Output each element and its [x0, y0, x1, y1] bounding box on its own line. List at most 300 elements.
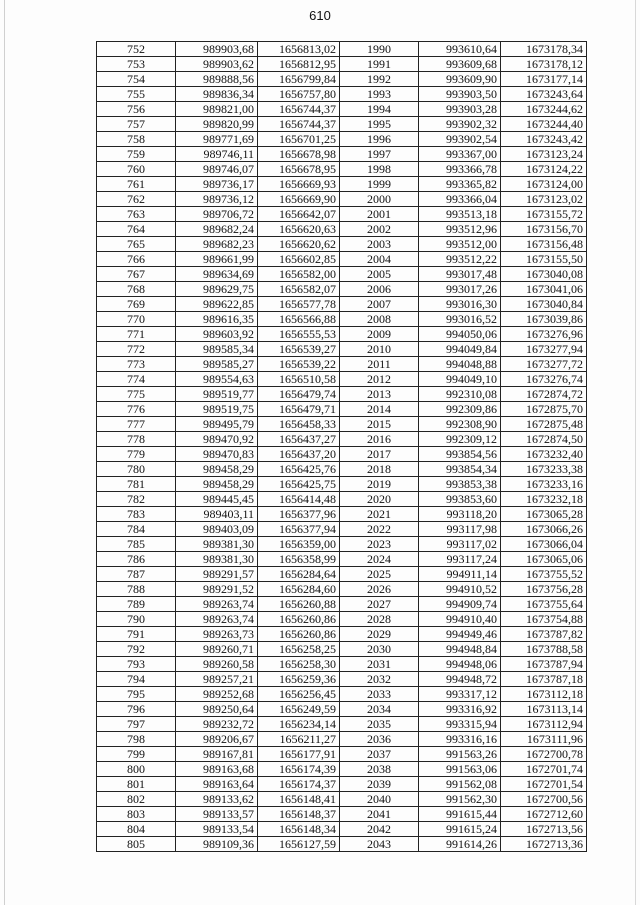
point-number-cell: 764: [97, 222, 176, 237]
point-number-cell: 2034: [340, 702, 419, 717]
x-coordinate-cell: 993903,28: [419, 102, 501, 117]
x-coordinate-cell: 994948,72: [419, 672, 501, 687]
x-coordinate-cell: 994948,84: [419, 642, 501, 657]
y-coordinate-cell: 1656358,99: [258, 552, 340, 567]
table-row: [97, 402, 587, 417]
coordinates-table-body: [97, 42, 587, 852]
x-coordinate-cell: 989820,99: [176, 117, 258, 132]
y-coordinate-cell: 1673276,96: [501, 327, 587, 342]
x-coordinate-cell: 991615,24: [419, 822, 501, 837]
y-coordinate-cell: 1673277,72: [501, 357, 587, 372]
point-number-cell: 785: [97, 537, 176, 552]
point-number-cell: 774: [97, 372, 176, 387]
x-coordinate-cell: 989260,58: [176, 657, 258, 672]
x-coordinate-cell: 989903,62: [176, 57, 258, 72]
point-number-cell: 2006: [340, 282, 419, 297]
x-coordinate-cell: 994909,74: [419, 597, 501, 612]
y-coordinate-cell: 1673233,38: [501, 462, 587, 477]
y-coordinate-cell: 1673039,86: [501, 312, 587, 327]
point-number-cell: 2030: [340, 642, 419, 657]
y-coordinate-cell: 1656799,84: [258, 72, 340, 87]
point-number-cell: 786: [97, 552, 176, 567]
point-number-cell: 796: [97, 702, 176, 717]
point-number-cell: 773: [97, 357, 176, 372]
point-number-cell: 2016: [340, 432, 419, 447]
x-coordinate-cell: 993854,56: [419, 447, 501, 462]
point-number-cell: 2041: [340, 807, 419, 822]
table-row: [97, 567, 587, 582]
y-coordinate-cell: 1656148,41: [258, 792, 340, 807]
x-coordinate-cell: 989585,34: [176, 342, 258, 357]
table-row: [97, 522, 587, 537]
table-row: [97, 207, 587, 222]
x-coordinate-cell: 989622,85: [176, 297, 258, 312]
x-coordinate-cell: 991563,26: [419, 747, 501, 762]
x-coordinate-cell: 989554,63: [176, 372, 258, 387]
x-coordinate-cell: 994050,06: [419, 327, 501, 342]
y-coordinate-cell: 1673232,18: [501, 492, 587, 507]
point-number-cell: 757: [97, 117, 176, 132]
y-coordinate-cell: 1673124,00: [501, 177, 587, 192]
x-coordinate-cell: 989109,36: [176, 837, 258, 852]
point-number-cell: 770: [97, 312, 176, 327]
x-coordinate-cell: 989252,68: [176, 687, 258, 702]
point-number-cell: 767: [97, 267, 176, 282]
y-coordinate-cell: 1673178,12: [501, 57, 587, 72]
y-coordinate-cell: 1656425,76: [258, 462, 340, 477]
y-coordinate-cell: 1656148,37: [258, 807, 340, 822]
y-coordinate-cell: 1656437,20: [258, 447, 340, 462]
point-number-cell: 2024: [340, 552, 419, 567]
x-coordinate-cell: 991615,44: [419, 807, 501, 822]
point-number-cell: 2001: [340, 207, 419, 222]
x-coordinate-cell: 989232,72: [176, 717, 258, 732]
point-number-cell: 765: [97, 237, 176, 252]
point-number-cell: 2009: [340, 327, 419, 342]
x-coordinate-cell: 993117,24: [419, 552, 501, 567]
table-row: [97, 822, 587, 837]
x-coordinate-cell: 989706,72: [176, 207, 258, 222]
x-coordinate-cell: 991562,08: [419, 777, 501, 792]
point-number-cell: 772: [97, 342, 176, 357]
y-coordinate-cell: 1673756,28: [501, 582, 587, 597]
point-number-cell: 762: [97, 192, 176, 207]
x-coordinate-cell: 989682,23: [176, 237, 258, 252]
point-number-cell: 803: [97, 807, 176, 822]
point-number-cell: 755: [97, 87, 176, 102]
point-number-cell: 1991: [340, 57, 419, 72]
point-number-cell: 798: [97, 732, 176, 747]
y-coordinate-cell: 1656577,78: [258, 297, 340, 312]
table-row: [97, 777, 587, 792]
point-number-cell: 2035: [340, 717, 419, 732]
point-number-cell: 783: [97, 507, 176, 522]
point-number-cell: 2015: [340, 417, 419, 432]
x-coordinate-cell: 989836,34: [176, 87, 258, 102]
x-coordinate-cell: 989163,68: [176, 762, 258, 777]
point-number-cell: 2029: [340, 627, 419, 642]
x-coordinate-cell: 993017,26: [419, 282, 501, 297]
y-coordinate-cell: 1656377,94: [258, 522, 340, 537]
table-row: [97, 267, 587, 282]
table-row: [97, 762, 587, 777]
y-coordinate-cell: 1673232,40: [501, 447, 587, 462]
x-coordinate-cell: 993903,50: [419, 87, 501, 102]
y-coordinate-cell: 1656678,95: [258, 162, 340, 177]
x-coordinate-cell: 989260,71: [176, 642, 258, 657]
x-coordinate-cell: 989291,57: [176, 567, 258, 582]
table-row: [97, 102, 587, 117]
x-coordinate-cell: 993017,48: [419, 267, 501, 282]
table-row: [97, 477, 587, 492]
y-coordinate-cell: 1656437,27: [258, 432, 340, 447]
point-number-cell: 784: [97, 522, 176, 537]
x-coordinate-cell: 993317,12: [419, 687, 501, 702]
point-number-cell: 789: [97, 597, 176, 612]
y-coordinate-cell: 1656620,63: [258, 222, 340, 237]
table-row: [97, 162, 587, 177]
x-coordinate-cell: 989746,07: [176, 162, 258, 177]
point-number-cell: 753: [97, 57, 176, 72]
table-row: [97, 537, 587, 552]
table-row: [97, 57, 587, 72]
x-coordinate-cell: 992310,08: [419, 387, 501, 402]
table-row: [97, 192, 587, 207]
y-coordinate-cell: 1673178,34: [501, 42, 587, 57]
x-coordinate-cell: 993315,94: [419, 717, 501, 732]
y-coordinate-cell: 1656744,37: [258, 117, 340, 132]
table-row: [97, 507, 587, 522]
x-coordinate-cell: 989458,29: [176, 477, 258, 492]
point-number-cell: 756: [97, 102, 176, 117]
table-row: [97, 147, 587, 162]
table-row: [97, 177, 587, 192]
y-coordinate-cell: 1673755,64: [501, 597, 587, 612]
table-row: [97, 552, 587, 567]
y-coordinate-cell: 1673244,62: [501, 102, 587, 117]
table-row: [97, 807, 587, 822]
table-row: [97, 387, 587, 402]
y-coordinate-cell: 1656566,88: [258, 312, 340, 327]
point-number-cell: 787: [97, 567, 176, 582]
table-row: [97, 357, 587, 372]
y-coordinate-cell: 1656602,85: [258, 252, 340, 267]
x-coordinate-cell: 989167,81: [176, 747, 258, 762]
y-coordinate-cell: 1673066,04: [501, 537, 587, 552]
x-coordinate-cell: 994910,52: [419, 582, 501, 597]
x-coordinate-cell: 989458,29: [176, 462, 258, 477]
x-coordinate-cell: 989519,77: [176, 387, 258, 402]
y-coordinate-cell: 1656812,95: [258, 57, 340, 72]
y-coordinate-cell: 1656258,25: [258, 642, 340, 657]
x-coordinate-cell: 989495,79: [176, 417, 258, 432]
point-number-cell: 2007: [340, 297, 419, 312]
table-row: [97, 222, 587, 237]
x-coordinate-cell: 993016,30: [419, 297, 501, 312]
point-number-cell: 1998: [340, 162, 419, 177]
point-number-cell: 797: [97, 717, 176, 732]
x-coordinate-cell: 993854,34: [419, 462, 501, 477]
y-coordinate-cell: 1656284,64: [258, 567, 340, 582]
x-coordinate-cell: 989616,35: [176, 312, 258, 327]
y-coordinate-cell: 1673787,94: [501, 657, 587, 672]
y-coordinate-cell: 1673787,18: [501, 672, 587, 687]
y-coordinate-cell: 1673065,28: [501, 507, 587, 522]
point-number-cell: 761: [97, 177, 176, 192]
point-number-cell: 1999: [340, 177, 419, 192]
coordinates-table: [96, 41, 587, 852]
y-coordinate-cell: 1673755,52: [501, 567, 587, 582]
x-coordinate-cell: 994049,10: [419, 372, 501, 387]
x-coordinate-cell: 989585,27: [176, 357, 258, 372]
x-coordinate-cell: 989603,92: [176, 327, 258, 342]
x-coordinate-cell: 989445,45: [176, 492, 258, 507]
point-number-cell: 2043: [340, 837, 419, 852]
x-coordinate-cell: 989903,68: [176, 42, 258, 57]
x-coordinate-cell: 994910,40: [419, 612, 501, 627]
x-coordinate-cell: 989629,75: [176, 282, 258, 297]
y-coordinate-cell: 1656211,27: [258, 732, 340, 747]
point-number-cell: 760: [97, 162, 176, 177]
x-coordinate-cell: 994948,06: [419, 657, 501, 672]
x-coordinate-cell: 992309,86: [419, 402, 501, 417]
x-coordinate-cell: 993316,16: [419, 732, 501, 747]
table-row: [97, 582, 587, 597]
y-coordinate-cell: 1673113,14: [501, 702, 587, 717]
y-coordinate-cell: 1656582,07: [258, 282, 340, 297]
x-coordinate-cell: 993853,38: [419, 477, 501, 492]
point-number-cell: 2038: [340, 762, 419, 777]
point-number-cell: 800: [97, 762, 176, 777]
point-number-cell: 2002: [340, 222, 419, 237]
y-coordinate-cell: 1656757,80: [258, 87, 340, 102]
x-coordinate-cell: 989771,69: [176, 132, 258, 147]
table-row: [97, 447, 587, 462]
y-coordinate-cell: 1673276,74: [501, 372, 587, 387]
point-number-cell: 2004: [340, 252, 419, 267]
x-coordinate-cell: 994049,84: [419, 342, 501, 357]
point-number-cell: 790: [97, 612, 176, 627]
y-coordinate-cell: 1673112,94: [501, 717, 587, 732]
y-coordinate-cell: 1656259,36: [258, 672, 340, 687]
x-coordinate-cell: 989682,24: [176, 222, 258, 237]
x-coordinate-cell: 989634,69: [176, 267, 258, 282]
x-coordinate-cell: 993513,18: [419, 207, 501, 222]
y-coordinate-cell: 1656234,14: [258, 717, 340, 732]
point-number-cell: 781: [97, 477, 176, 492]
point-number-cell: 2000: [340, 192, 419, 207]
table-row: [97, 72, 587, 87]
x-coordinate-cell: 993366,78: [419, 162, 501, 177]
y-coordinate-cell: 1673155,50: [501, 252, 587, 267]
table-row: [97, 312, 587, 327]
y-coordinate-cell: 1656174,37: [258, 777, 340, 792]
table-row: [97, 462, 587, 477]
point-number-cell: 2023: [340, 537, 419, 552]
y-coordinate-cell: 1656458,33: [258, 417, 340, 432]
y-coordinate-cell: 1656260,88: [258, 597, 340, 612]
x-coordinate-cell: 989133,62: [176, 792, 258, 807]
table-row: [97, 792, 587, 807]
point-number-cell: 754: [97, 72, 176, 87]
point-number-cell: 788: [97, 582, 176, 597]
table-row: [97, 42, 587, 57]
point-number-cell: 791: [97, 627, 176, 642]
point-number-cell: 763: [97, 207, 176, 222]
table-row: [97, 837, 587, 852]
point-number-cell: 2033: [340, 687, 419, 702]
point-number-cell: 1995: [340, 117, 419, 132]
y-coordinate-cell: 1656669,90: [258, 192, 340, 207]
table-row: [97, 702, 587, 717]
y-coordinate-cell: 1673040,08: [501, 267, 587, 282]
y-coordinate-cell: 1673040,84: [501, 297, 587, 312]
point-number-cell: 2021: [340, 507, 419, 522]
table-row: [97, 687, 587, 702]
x-coordinate-cell: 993853,60: [419, 492, 501, 507]
point-number-cell: 2013: [340, 387, 419, 402]
point-number-cell: 780: [97, 462, 176, 477]
x-coordinate-cell: 992309,12: [419, 432, 501, 447]
x-coordinate-cell: 993610,64: [419, 42, 501, 57]
point-number-cell: 2010: [340, 342, 419, 357]
point-number-cell: 759: [97, 147, 176, 162]
x-coordinate-cell: 993512,22: [419, 252, 501, 267]
y-coordinate-cell: 1673243,64: [501, 87, 587, 102]
point-number-cell: 2042: [340, 822, 419, 837]
x-coordinate-cell: 989736,17: [176, 177, 258, 192]
y-coordinate-cell: 1673277,94: [501, 342, 587, 357]
point-number-cell: 2005: [340, 267, 419, 282]
x-coordinate-cell: 993117,02: [419, 537, 501, 552]
x-coordinate-cell: 989381,30: [176, 537, 258, 552]
x-coordinate-cell: 991563,06: [419, 762, 501, 777]
x-coordinate-cell: 989133,54: [176, 822, 258, 837]
point-number-cell: 2025: [340, 567, 419, 582]
y-coordinate-cell: 1673066,26: [501, 522, 587, 537]
y-coordinate-cell: 1656744,37: [258, 102, 340, 117]
point-number-cell: 2014: [340, 402, 419, 417]
point-number-cell: 2027: [340, 597, 419, 612]
x-coordinate-cell: 991562,30: [419, 792, 501, 807]
table-row: [97, 432, 587, 447]
point-number-cell: 758: [97, 132, 176, 147]
table-row: [97, 252, 587, 267]
y-coordinate-cell: 1656669,93: [258, 177, 340, 192]
point-number-cell: 801: [97, 777, 176, 792]
y-coordinate-cell: 1673123,24: [501, 147, 587, 162]
point-number-cell: 782: [97, 492, 176, 507]
y-coordinate-cell: 1656377,96: [258, 507, 340, 522]
y-coordinate-cell: 1673155,72: [501, 207, 587, 222]
x-coordinate-cell: 993366,04: [419, 192, 501, 207]
y-coordinate-cell: 1656555,53: [258, 327, 340, 342]
y-coordinate-cell: 1673754,88: [501, 612, 587, 627]
x-coordinate-cell: 989746,11: [176, 147, 258, 162]
x-coordinate-cell: 989250,64: [176, 702, 258, 717]
y-coordinate-cell: 1673177,14: [501, 72, 587, 87]
y-coordinate-cell: 1672874,50: [501, 432, 587, 447]
point-number-cell: 2017: [340, 447, 419, 462]
scan-left-edge: [4, 0, 5, 905]
point-number-cell: 793: [97, 657, 176, 672]
point-number-cell: 1990: [340, 42, 419, 57]
table-row: [97, 342, 587, 357]
y-coordinate-cell: 1656359,00: [258, 537, 340, 552]
y-coordinate-cell: 1673156,70: [501, 222, 587, 237]
x-coordinate-cell: 994048,88: [419, 357, 501, 372]
table-row: [97, 747, 587, 762]
y-coordinate-cell: 1672874,72: [501, 387, 587, 402]
x-coordinate-cell: 993512,96: [419, 222, 501, 237]
table-row: [97, 672, 587, 687]
x-coordinate-cell: 993365,82: [419, 177, 501, 192]
y-coordinate-cell: 1656479,71: [258, 402, 340, 417]
x-coordinate-cell: 993118,20: [419, 507, 501, 522]
table-row: [97, 117, 587, 132]
table-row: [97, 597, 587, 612]
y-coordinate-cell: 1673787,82: [501, 627, 587, 642]
point-number-cell: 792: [97, 642, 176, 657]
y-coordinate-cell: 1656256,45: [258, 687, 340, 702]
x-coordinate-cell: 989291,52: [176, 582, 258, 597]
y-coordinate-cell: 1656414,48: [258, 492, 340, 507]
point-number-cell: 777: [97, 417, 176, 432]
y-coordinate-cell: 1673124,22: [501, 162, 587, 177]
x-coordinate-cell: 989263,74: [176, 597, 258, 612]
x-coordinate-cell: 993902,54: [419, 132, 501, 147]
x-coordinate-cell: 993512,00: [419, 237, 501, 252]
y-coordinate-cell: 1673111,96: [501, 732, 587, 747]
table-row: [97, 282, 587, 297]
x-coordinate-cell: 993609,68: [419, 57, 501, 72]
point-number-cell: 778: [97, 432, 176, 447]
point-number-cell: 1994: [340, 102, 419, 117]
y-coordinate-cell: 1672700,56: [501, 792, 587, 807]
y-coordinate-cell: 1656479,74: [258, 387, 340, 402]
y-coordinate-cell: 1673065,06: [501, 552, 587, 567]
point-number-cell: 2037: [340, 747, 419, 762]
point-number-cell: 1992: [340, 72, 419, 87]
point-number-cell: 771: [97, 327, 176, 342]
x-coordinate-cell: 993609,90: [419, 72, 501, 87]
y-coordinate-cell: 1672701,54: [501, 777, 587, 792]
y-coordinate-cell: 1656148,34: [258, 822, 340, 837]
y-coordinate-cell: 1656701,25: [258, 132, 340, 147]
table-row: [97, 237, 587, 252]
point-number-cell: 805: [97, 837, 176, 852]
y-coordinate-cell: 1656582,00: [258, 267, 340, 282]
point-number-cell: 1997: [340, 147, 419, 162]
point-number-cell: 2008: [340, 312, 419, 327]
point-number-cell: 2032: [340, 672, 419, 687]
x-coordinate-cell: 989257,21: [176, 672, 258, 687]
x-coordinate-cell: 989470,83: [176, 447, 258, 462]
point-number-cell: 766: [97, 252, 176, 267]
point-number-cell: 779: [97, 447, 176, 462]
table-row: [97, 732, 587, 747]
y-coordinate-cell: 1672713,56: [501, 822, 587, 837]
table-row: [97, 657, 587, 672]
x-coordinate-cell: 989163,64: [176, 777, 258, 792]
table-row: [97, 627, 587, 642]
point-number-cell: 2003: [340, 237, 419, 252]
y-coordinate-cell: 1673243,42: [501, 132, 587, 147]
point-number-cell: 752: [97, 42, 176, 57]
point-number-cell: 768: [97, 282, 176, 297]
point-number-cell: 804: [97, 822, 176, 837]
y-coordinate-cell: 1656284,60: [258, 582, 340, 597]
